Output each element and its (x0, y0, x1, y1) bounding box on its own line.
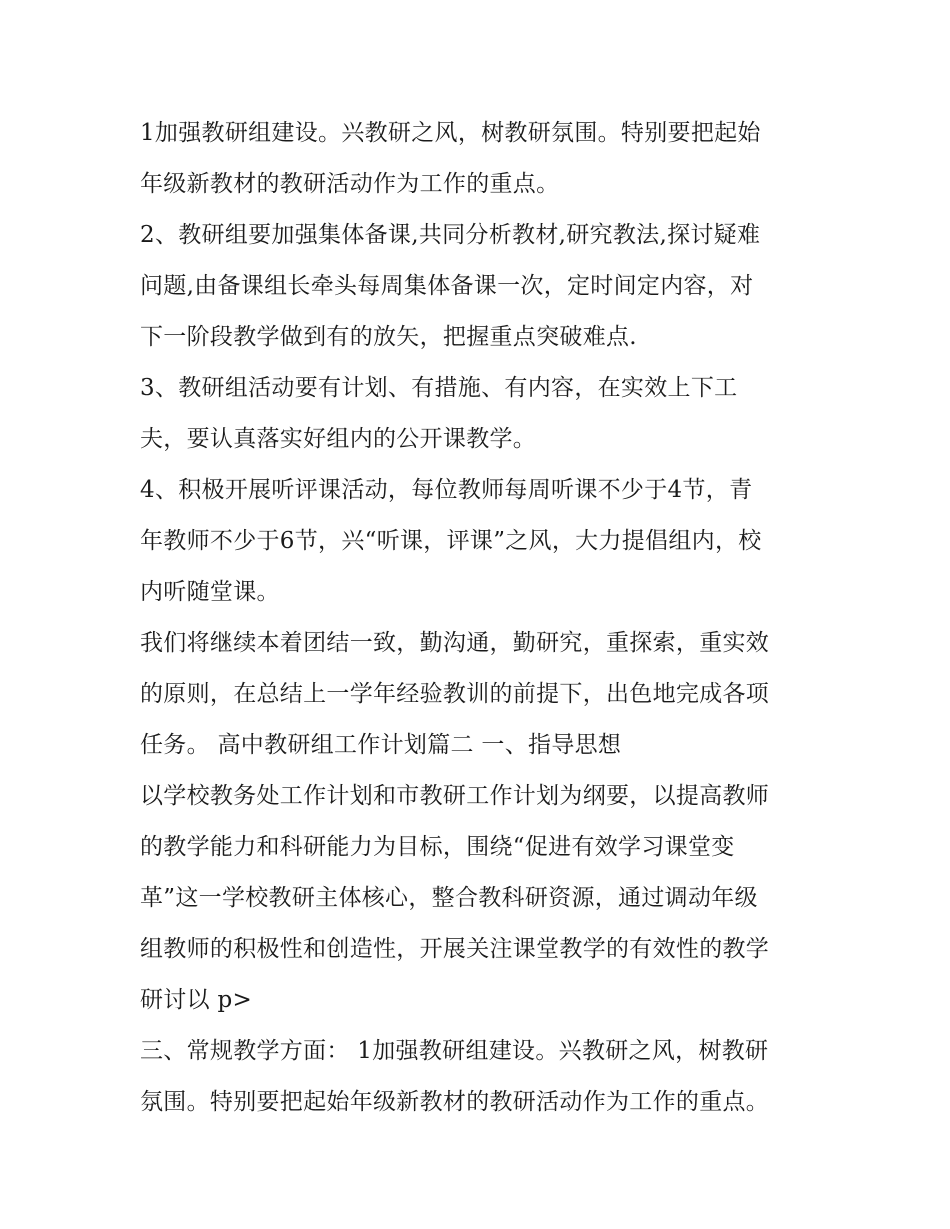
text-line: 2、教研组要加强集体备课,共同分析教材,研究教法,探讨疑难 (140, 222, 761, 248)
text-line: 任务。 高中教研组工作计划篇二 一、指导思想 (140, 732, 622, 758)
text-line: 3、教研组活动要有计划、有措施、有内容，在实效上下工 (140, 375, 738, 401)
text-line: 革”这一学校教研主体核心，整合教科研资源，通过调动年级 (140, 885, 758, 911)
text-line: 我们将继续本着团结一致，勤沟通，勤研究，重探索，重实效 (140, 630, 770, 656)
text-line: 夫，要认真落实好组内的公开课教学。 (140, 426, 537, 452)
text-line: 内听随堂课。 (140, 579, 280, 605)
text-line: 以学校教务处工作计划和市教研工作计划为纲要，以提高教师 (140, 783, 770, 809)
text-line: 下一阶段教学做到有的放矢，把握重点突破难点. (140, 324, 637, 350)
text-line: 的教学能力和科研能力为目标，围绕“促进有效学习课堂变 (140, 834, 735, 860)
text-line: 4、积极开展听评课活动，每位教师每周听课不少于4节，青 (140, 477, 753, 503)
text-line: 年教师不少于6节，兴“听课，评课”之风，大力提倡组内，校 (140, 528, 762, 554)
text-line: 问题,由备课组长牵头每周集体备课一次，定时间定内容，对 (140, 273, 754, 299)
text-line: 研讨以 p> (140, 987, 253, 1013)
text-line: 年级新教材的教研活动作为工作的重点。 (140, 171, 560, 197)
text-line: 三、常规教学方面： 1加强教研组建设。兴教研之风，树教研 (140, 1038, 769, 1064)
text-line: 1加强教研组建设。兴教研之风，树教研氛围。特别要把起始 (140, 120, 761, 146)
text-line: 氛围。特别要把起始年级新教材的教研活动作为工作的重点。 (140, 1089, 770, 1115)
text-line: 的原则，在总结上一学年经验教训的前提下，出色地完成各项 (140, 681, 770, 707)
text-line: 组教师的积极性和创造性，开展关注课堂教学的有效性的教学 (140, 936, 770, 962)
document-body (140, 108, 820, 1128)
